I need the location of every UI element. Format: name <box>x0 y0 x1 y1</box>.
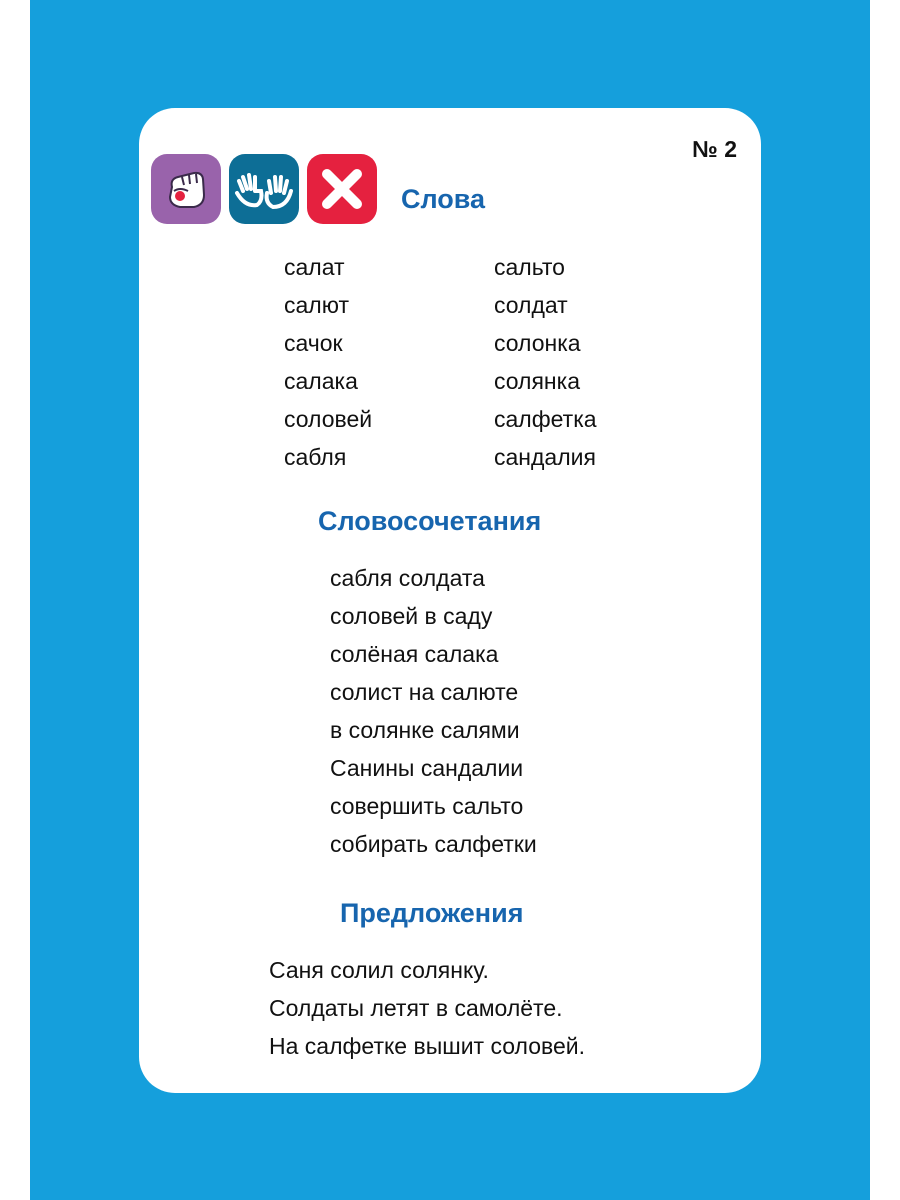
cross-icon <box>307 154 377 224</box>
list-item: Саня солил солянку. <box>269 957 489 983</box>
exercise-card <box>139 108 761 1093</box>
fist-icon <box>151 154 221 224</box>
phrases-title: Словосочетания <box>318 506 542 536</box>
list-item: в солянке салями <box>330 717 520 743</box>
list-item: совершить сальто <box>330 793 524 819</box>
phrases-list <box>330 559 537 863</box>
words-title: Слова <box>401 184 486 214</box>
list-item: салат <box>284 254 345 280</box>
list-item: солист на салюте <box>330 679 519 705</box>
list-item: сабля <box>284 444 347 470</box>
list-item: сандалия <box>494 444 596 470</box>
list-item: салака <box>284 368 358 394</box>
list-item: сачок <box>284 330 343 356</box>
list-item: солянка <box>494 368 580 394</box>
list-item: солонка <box>494 330 581 356</box>
list-item: сальто <box>494 254 565 280</box>
list-item: соловей <box>284 406 373 432</box>
list-item: салфетка <box>494 406 597 432</box>
sentences-list <box>269 951 585 1065</box>
list-item: салют <box>284 292 349 318</box>
list-item: соловей в саду <box>330 603 493 629</box>
words-column-2 <box>494 248 704 476</box>
icon-row <box>151 154 377 224</box>
words-column-1 <box>284 248 494 476</box>
card-number: № 2 <box>692 136 737 162</box>
list-item: солёная салака <box>330 641 499 667</box>
list-item: сабля солдата <box>330 565 485 591</box>
list-item: Солдаты летят в самолёте. <box>269 995 563 1021</box>
hands-icon <box>229 154 299 224</box>
list-item: Санины сандалии <box>330 755 524 781</box>
list-item: солдат <box>494 292 568 318</box>
sentences-title: Предложения <box>340 898 524 928</box>
list-item: На салфетке вышит соловей. <box>269 1033 585 1059</box>
words-list <box>284 248 704 476</box>
list-item: собирать салфетки <box>330 831 537 857</box>
